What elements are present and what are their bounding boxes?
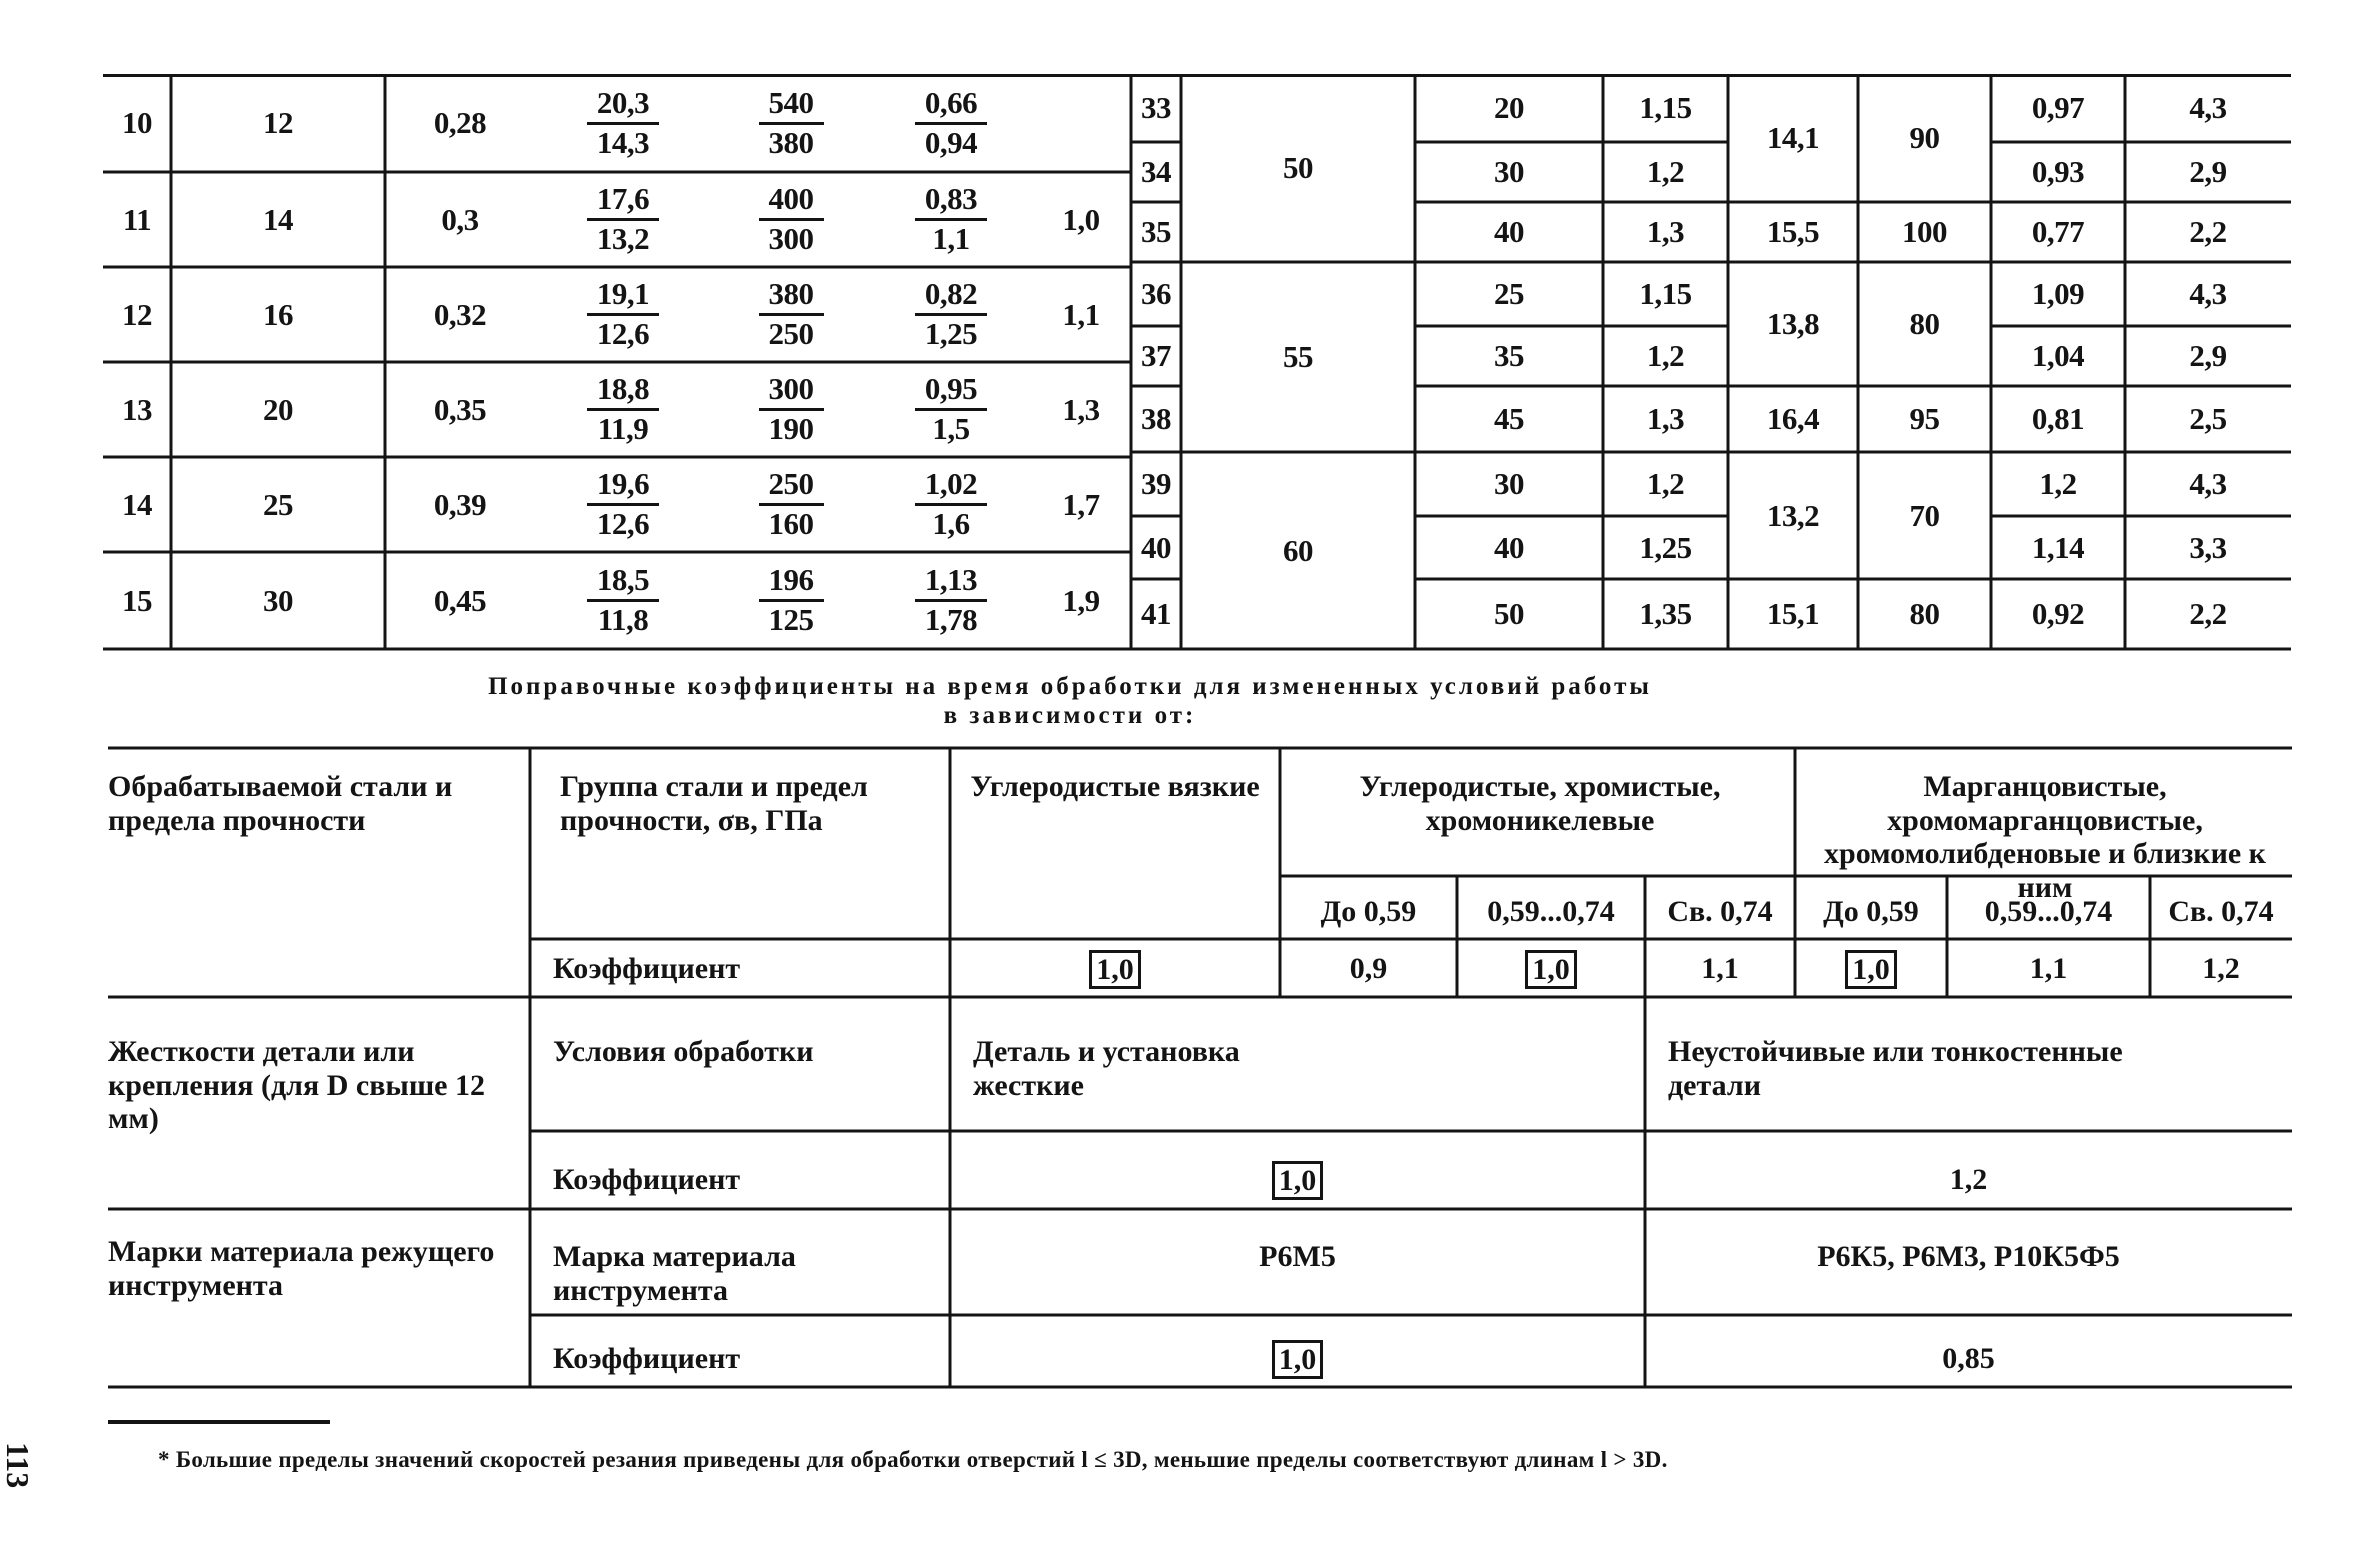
- rigidity-coef-cell: [950, 1161, 1645, 1200]
- steel-coef-cell: [1795, 950, 1947, 989]
- depth-cell: 40: [1494, 529, 1524, 565]
- denominator: 380: [768, 124, 814, 160]
- speed-cell: 100: [1902, 214, 1947, 249]
- numerator: 18,5: [587, 564, 659, 602]
- speed-cell: 15,5: [1766, 214, 1820, 249]
- depth-cell: 35: [1494, 338, 1524, 373]
- numerator: 400: [759, 183, 824, 221]
- steel-subrange: 0,59...0,74: [1487, 895, 1615, 928]
- coef-cell: 1,1: [1062, 296, 1100, 332]
- steel-category-2: Углеродистые, хромистые, хромоникелевые: [1359, 770, 1721, 837]
- speed-cell: 80: [1909, 596, 1940, 631]
- value-cell: 2,5: [2189, 401, 2227, 436]
- coef-cell: 1,35: [1639, 596, 1692, 631]
- value-cell: 1,04: [2031, 338, 2085, 373]
- row-number: 33: [1141, 90, 1171, 125]
- value-cell: 2,2: [2189, 214, 2227, 249]
- denominator: 0,94: [924, 124, 978, 160]
- page-number: 113: [0, 1442, 36, 1489]
- feed-cell: 0,28: [433, 105, 487, 140]
- row-number: 38: [1141, 401, 1171, 436]
- tool-coef-cell: 0,85: [1942, 1342, 1995, 1375]
- denominator: 1,25: [924, 316, 978, 351]
- steel-coef-cell: 1,2: [2202, 952, 2240, 985]
- group-diameter: 60: [1283, 532, 1313, 568]
- row-number: 40: [1141, 529, 1171, 565]
- tool-grade-2: Р6К5, Р6М3, Р10К5Ф5: [1817, 1240, 2120, 1273]
- steel-coef-cell: 1,1: [2029, 952, 2068, 985]
- steel-category-1: Углеродистые вязкие: [970, 770, 1260, 803]
- row-number: 36: [1141, 276, 1171, 311]
- steel-coef-cell: [1457, 950, 1645, 989]
- denominator: 160: [768, 506, 814, 541]
- numerator: 17,6: [587, 183, 659, 221]
- numerator: 1,02: [915, 468, 987, 506]
- coef-cell: 1,15: [1639, 90, 1692, 125]
- coef-cell: 1,2: [1646, 466, 1685, 501]
- denominator: 13,2: [596, 221, 650, 256]
- diameter-cell: 12: [263, 105, 293, 140]
- depth-cell: 20: [1494, 90, 1524, 125]
- speed-cell: 70: [1909, 497, 1940, 533]
- steel-category-3: Марганцовистые, хромомарганцовистые, хромомолибденовые и близкие к ним: [1824, 770, 2266, 904]
- numerator: 0,82: [915, 278, 987, 316]
- row-number: 10: [122, 105, 152, 140]
- feed-cell: 0,32: [433, 296, 487, 332]
- diameter-cell: 16: [263, 296, 293, 332]
- steel-subrange: До 0,59: [1823, 895, 1919, 928]
- numerator: 0,66: [915, 87, 987, 125]
- denominator: 1,1: [932, 221, 970, 256]
- denominator: 11,8: [597, 602, 649, 637]
- feed-cell: 0,35: [433, 391, 487, 427]
- value-cell: 0,93: [2031, 154, 2085, 189]
- numerator: 0,95: [915, 373, 987, 411]
- coef-cell: 1,2: [1646, 154, 1685, 189]
- denominator: 125: [768, 602, 814, 637]
- row-number: 37: [1141, 338, 1171, 373]
- depth-cell: 25: [1494, 276, 1524, 311]
- steel-coef-boxed: 1,0: [1089, 950, 1141, 989]
- coef-cell: 1,3: [1646, 401, 1685, 436]
- row-number: 15: [122, 582, 152, 618]
- numerator: 196: [759, 564, 824, 602]
- steel-coef-boxed: 1,0: [1525, 950, 1577, 989]
- speed-cell: 80: [1909, 306, 1940, 341]
- speed-cell: 15,1: [1766, 596, 1820, 631]
- diameter-cell: 25: [263, 486, 293, 522]
- denominator: 14,3: [596, 124, 650, 160]
- tool-coef-label: Коэффициент: [553, 1342, 741, 1375]
- diameter-cell: 14: [263, 201, 293, 237]
- coef-cell: 1,2: [1646, 338, 1685, 373]
- steel-subrange: Св. 0,74: [1667, 895, 1773, 928]
- footnote-rule: [108, 1420, 330, 1424]
- coef-cell: 1,25: [1639, 529, 1692, 565]
- speed-cell: 14,1: [1766, 120, 1820, 155]
- coef-cell: 1,7: [1062, 486, 1100, 522]
- rigidity-coef-cell: 1,2: [1949, 1163, 1988, 1196]
- denominator: 1,78: [924, 602, 978, 637]
- value-cell: 1,2: [2039, 466, 2077, 501]
- footnote: * Большие пределы значений скоростей резания приведены для обработки отверстий l ≤ 3D, меньшие пределы соответствуют длинам l > 3D.: [158, 1447, 1668, 1472]
- speed-cell: 13,8: [1766, 306, 1820, 341]
- numerator: 18,8: [587, 373, 659, 411]
- row-number: 13: [122, 391, 152, 427]
- denominator: 12,6: [596, 506, 650, 541]
- tool-grade-label: Марка материала инструмента: [553, 1240, 796, 1307]
- coef-cell: 1,9: [1062, 582, 1100, 618]
- steel-coef-cell: [950, 950, 1280, 989]
- denominator: 12,6: [596, 316, 650, 351]
- rigidity-coef-boxed: 1,0: [1272, 1161, 1324, 1200]
- steel-subrange: Св. 0,74: [2168, 895, 2274, 928]
- coef-cell: 1,3: [1646, 214, 1685, 249]
- factor-steel-label: Обрабатываемой стали и предела прочности: [108, 770, 453, 837]
- value-cell: 0,81: [2031, 401, 2085, 436]
- value-cell: 4,3: [2189, 90, 2227, 125]
- value-cell: 1,14: [2031, 529, 2085, 565]
- value-cell: 3,3: [2189, 529, 2227, 565]
- tool-coef-boxed: 1,0: [1272, 1340, 1324, 1379]
- denominator: 1,5: [932, 411, 970, 446]
- value-cell: 4,3: [2189, 466, 2227, 501]
- row-number: 14: [122, 486, 152, 522]
- depth-cell: 30: [1494, 466, 1524, 501]
- diameter-cell: 20: [263, 391, 293, 427]
- speed-cell: 90: [1909, 120, 1940, 155]
- value-cell: 0,97: [2031, 90, 2085, 125]
- value-cell: 0,92: [2031, 596, 2085, 631]
- group-diameter: 55: [1283, 339, 1313, 374]
- numerator: 0,83: [915, 183, 987, 221]
- value-cell: 0,77: [2031, 214, 2085, 249]
- diameter-cell: 30: [263, 582, 293, 618]
- steel-coef-label: Коэффициент: [553, 952, 741, 985]
- denominator: 300: [768, 221, 814, 256]
- depth-cell: 50: [1494, 596, 1524, 631]
- feed-cell: 0,3: [441, 201, 479, 237]
- rigidity-condition-1: Деталь и установка жесткие: [973, 1035, 1240, 1102]
- row-number: 35: [1141, 214, 1171, 249]
- denominator: 1,6: [932, 506, 970, 541]
- numerator: 300: [759, 373, 824, 411]
- steel-subrange: До 0,59: [1320, 895, 1417, 928]
- rigidity-condition-2: Неустойчивые или тонкостенные детали: [1668, 1035, 2123, 1102]
- value-cell: 2,9: [2189, 338, 2227, 373]
- factor-rigidity-label: Жесткости детали или крепления (для D свыше 12 мм): [108, 1035, 485, 1136]
- numerator: 380: [759, 278, 824, 316]
- rigidity-coef-label: Коэффициент: [553, 1163, 741, 1196]
- value-cell: 1,09: [2031, 276, 2085, 311]
- feed-cell: 0,39: [433, 486, 487, 522]
- steel-group-label: Группа стали и предел прочности, σв, ГПа: [560, 770, 868, 837]
- speed-cell: 16,4: [1766, 401, 1820, 436]
- row-number: 39: [1141, 466, 1171, 501]
- numerator: 540: [759, 87, 824, 125]
- depth-cell: 30: [1494, 154, 1524, 189]
- denominator: 11,9: [597, 411, 649, 446]
- steel-coef-boxed: 1,0: [1845, 950, 1897, 989]
- row-number: 41: [1141, 596, 1171, 631]
- depth-cell: 40: [1494, 214, 1524, 249]
- denominator: 190: [768, 411, 814, 446]
- caption-line-2: в зависимости от:: [943, 701, 1197, 729]
- steel-coef-cell: 1,1: [1701, 952, 1739, 985]
- caption-line-1: Поправочные коэффициенты на время обработки для измененных условий работы: [488, 673, 1652, 700]
- value-cell: 2,9: [2189, 154, 2227, 189]
- feed-cell: 0,45: [433, 582, 487, 618]
- speed-cell: 13,2: [1766, 497, 1820, 533]
- group-diameter: 50: [1283, 150, 1313, 185]
- denominator: 250: [768, 316, 814, 351]
- tool-coef-cell: [950, 1340, 1645, 1379]
- steel-coef-cell: 0,9: [1349, 952, 1388, 985]
- depth-cell: 45: [1494, 401, 1524, 436]
- coef-cell: 1,0: [1062, 201, 1100, 237]
- speed-cell: 95: [1909, 401, 1940, 436]
- coef-cell: 1,3: [1062, 391, 1100, 427]
- numerator: 19,6: [587, 468, 659, 506]
- value-cell: 4,3: [2189, 276, 2227, 311]
- row-number: 12: [122, 296, 152, 332]
- numerator: 19,1: [587, 278, 659, 316]
- row-number: 11: [122, 201, 152, 237]
- tool-grade-1: Р6М5: [1259, 1240, 1336, 1273]
- row-number: 34: [1141, 154, 1171, 189]
- numerator: 1,13: [915, 564, 987, 602]
- numerator: 20,3: [587, 87, 659, 125]
- value-cell: 2,2: [2189, 596, 2227, 631]
- coef-cell: 1,15: [1639, 276, 1692, 311]
- rigidity-condition-label: Условия обработки: [553, 1035, 814, 1068]
- factor-tool-label: Марки материала режущего инструмента: [108, 1235, 495, 1302]
- steel-subrange: 0,59...0,74: [1984, 895, 2113, 928]
- numerator: 250: [759, 468, 824, 506]
